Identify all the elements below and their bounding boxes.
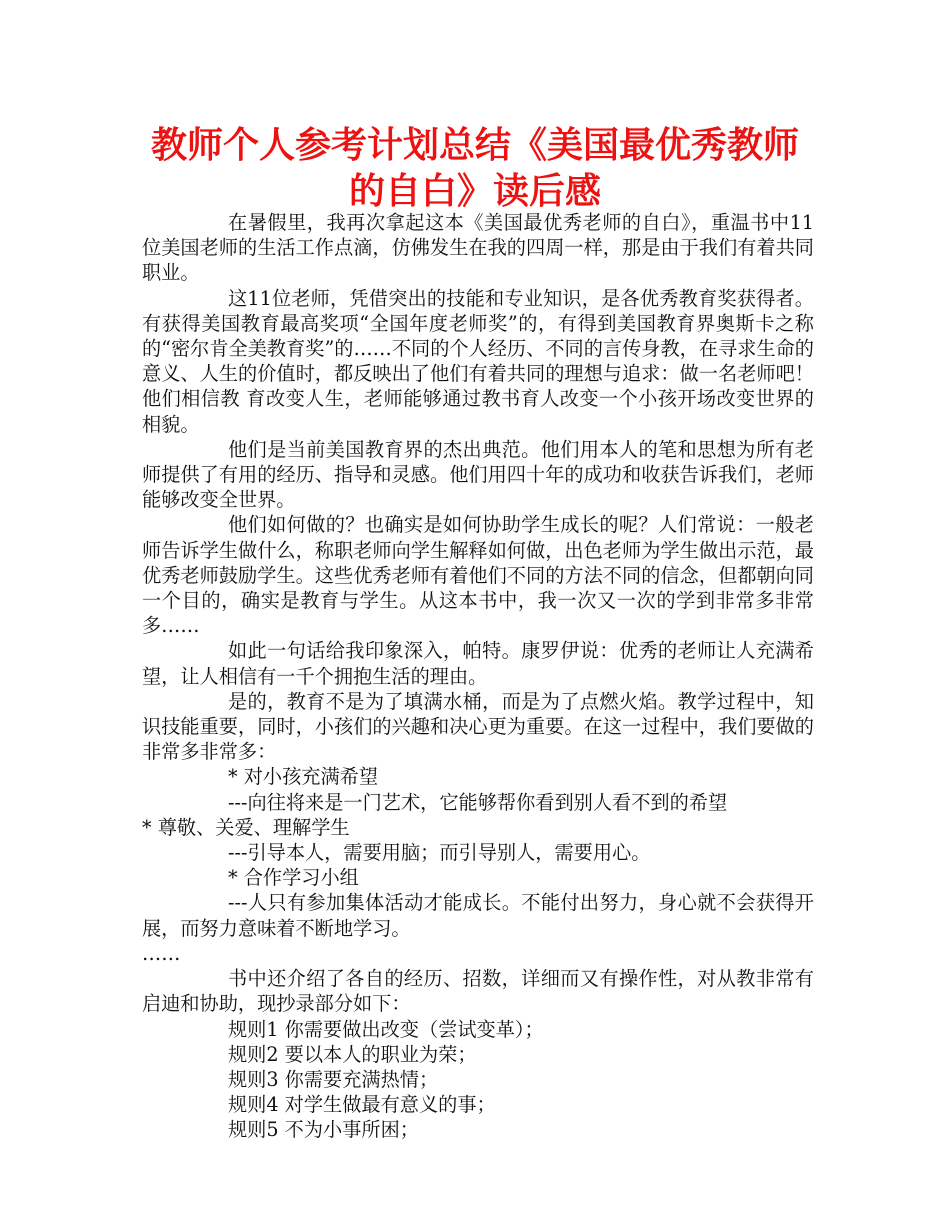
paragraph: ---向往将来是一门艺术，它能够帮你看到别人看不到的希望 xyxy=(228,790,728,814)
paragraph: 规则1 你需要做出改变（尝试变革）； xyxy=(228,1017,544,1041)
paragraph: * 合作学习小组 xyxy=(228,866,359,890)
paragraph: 他们如何做的？也确实是如何协助学生成长的呢？人们常说：一般老师告诉学生做什么，称职老师向学生解释如何做，出色老师为学生做出示范，最优秀老师鼓励学生。这些优秀老师有着他们不同的方法不同的信念，但都朝向同一个目的，确实是教育与学生。从这本书中，我一次又一次的学到非常多非常多…… xyxy=(142,513,814,638)
paragraph: 是的，教育不是为了填满水桶，而是为了点燃火焰。教学过程中，知识技能重要，同时，小孩们的兴趣和决心更为重要。在这一过程中，我们要做的非常多非常多： xyxy=(142,689,814,764)
paragraph: 在暑假里，我再次拿起这本《美国最优秀老师的自白》，重温书中11位美国老师的生活工作点滴，仿佛发生在我的四周一样，那是由于我们有着共同职业。 xyxy=(142,211,814,285)
paragraph: 规则2 要以本人的职业为荣； xyxy=(228,1042,477,1066)
paragraph: 如此一句话给我印象深入，帕特。康罗伊说：优秀的老师让人充满希望，让人相信有一千个拥抱生活的理由。 xyxy=(142,639,814,688)
paragraph: 规则4 对学生做最有意义的事； xyxy=(228,1093,496,1117)
document-title-line-1: 教师个人参考计划总结《美国最优秀教师 xyxy=(150,125,799,166)
paragraph: ---引导本人，需要用脑；而引导别人，需要用心。 xyxy=(228,841,651,865)
paragraph: ---人只有参加集体活动才能成长。不能付出努力，身心就不会获得开展，而努力意味着不断地学习。 xyxy=(142,891,814,940)
paragraph: 这11位老师，凭借突出的技能和专业知识，是各优秀教育奖获得者。有获得美国教育最高奖项“全国年度老师奖”的，有得到美国教育界奥斯卡之称的“密尔肯全美教育奖”的……不同的个人经历、不同的言传身教，在寻求生命的意义、人生的价值时，都反映出了他们有着共同的理想与追求：做一名老师吧！他们相信教 育改变人生，老师能够通过教书育人改变一个小孩开场改变世界的相貌。 xyxy=(142,286,814,436)
paragraph: 他们是当前美国教育界的杰出典范。他们用本人的笔和思想为所有老师提供了有用的经历、指导和灵感。他们用四十年的成功和收获告诉我们，老师能够改变全世界。 xyxy=(142,437,814,512)
document-body xyxy=(142,210,814,1143)
paragraph: …… xyxy=(142,941,181,965)
paragraph: 规则3 你需要充满热情； xyxy=(228,1067,439,1091)
document-title-line-2: 的自白》读后感 xyxy=(348,171,601,212)
paragraph: * 对小孩充满希望 xyxy=(228,765,379,789)
paragraph: 规则5 不为小事所困； xyxy=(228,1118,419,1142)
paragraph: 书中还介绍了各自的经历、招数，详细而又有操作性，对从教非常有启迪和协助，现抄录部分如下： xyxy=(142,967,814,1016)
paragraph: * 尊敬、关爱、理解学生 xyxy=(142,815,350,839)
